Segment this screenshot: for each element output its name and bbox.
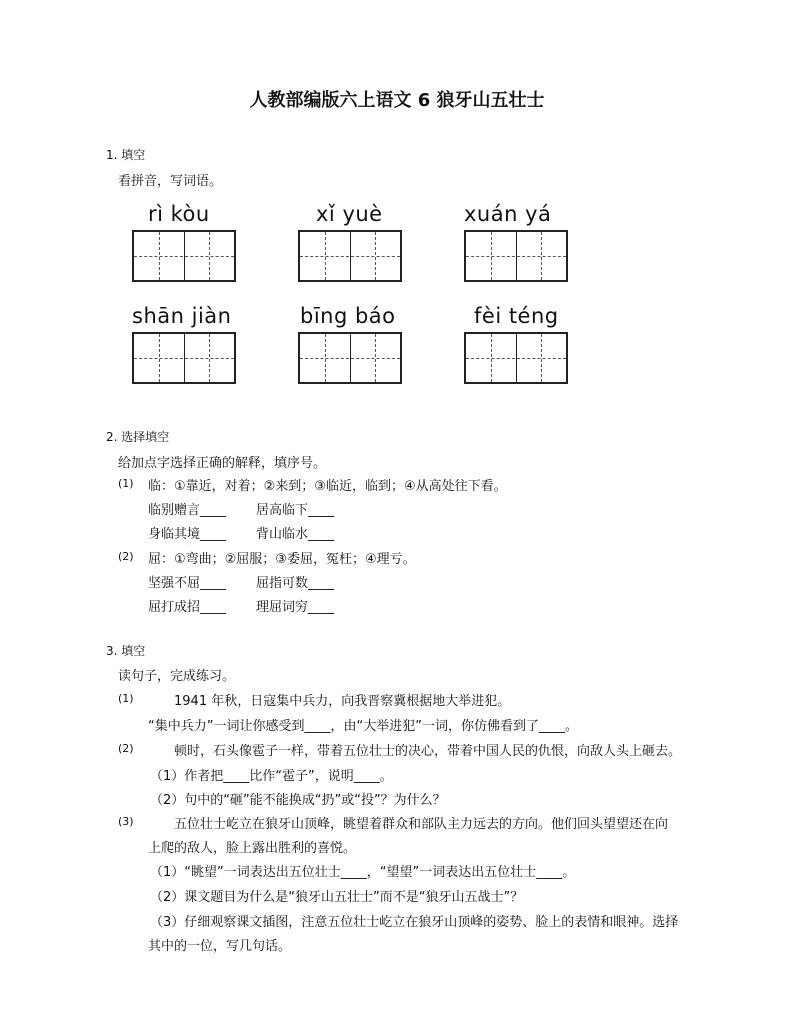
q2-item1-text: 临：①靠近，对着；②来到；③临近，临到；④从高处往下看。 (148, 479, 507, 494)
q2-item2-blank-b[interactable]: 屈指可数____ (256, 576, 335, 591)
writing-grid-6[interactable] (464, 332, 568, 384)
q3-item1-question[interactable]: “集中兵力”一词让你感受到____，由“大举进犯”一词，你仿佛看到了____。 (148, 719, 578, 734)
q3-item3-question1[interactable]: （1）“眺望”一词表达出五位壮士____，“望望”一词表达出五位壮士____。 (150, 865, 576, 880)
q2-item2-blank-c[interactable]: 屈打成招____ (148, 600, 227, 615)
q3-item1-text: 1941 年秋，日寇集中兵力，向我晋察冀根据地大举进犯。 (174, 694, 511, 709)
q2-item1-number: (1) (118, 477, 134, 490)
q3-item3-text-line1: 五位壮士屹立在狼牙山顶峰，眺望着群众和部队主力远去的方向。他们回头望望还在向 (174, 817, 669, 832)
q3-item2-question1[interactable]: （1）作者把____比作“雹子”，说明____。 (150, 769, 393, 784)
q3-item3-question2: （2）课文题目为什么是“狼牙山五壮士”而不是“狼牙山五战士”？ (150, 890, 524, 905)
q2-item1-blank-b[interactable]: 居高临下____ (256, 503, 335, 518)
q1-heading: 1. 填空 (106, 148, 146, 162)
pinyin-3: xuán yá (464, 202, 552, 226)
q2-instruction: 给加点字选择正确的解释，填序号。 (118, 456, 327, 471)
q3-instruction: 读句子，完成练习。 (118, 669, 236, 684)
q2-item1-blank-d[interactable]: 背山临水____ (256, 527, 335, 542)
q3-item2-text: 顿时，石头像雹子一样，带着五位壮士的决心，带着中国人民的仇恨，向敌人头上砸去。 (174, 744, 682, 759)
writing-grid-4[interactable] (132, 332, 236, 384)
q2-item2-blank-a[interactable]: 坚强不屈____ (148, 576, 227, 591)
q3-item3-number: (3) (118, 815, 134, 828)
pinyin-4: shān jiàn (132, 304, 232, 328)
q2-item1-blank-c[interactable]: 身临其境____ (148, 527, 227, 542)
writing-grid-1[interactable] (132, 230, 236, 282)
q2-item1-blank-a[interactable]: 临别赠言____ (148, 503, 227, 518)
pinyin-1: rì kòu (148, 202, 210, 226)
writing-grid-3[interactable] (464, 230, 568, 282)
q3-item1-number: (1) (118, 692, 134, 705)
writing-grid-5[interactable] (298, 332, 402, 384)
pinyin-5: bīng báo (300, 304, 396, 328)
q3-heading: 3. 填空 (106, 644, 146, 658)
q2-heading: 2. 选择填空 (106, 430, 170, 444)
q1-instruction: 看拼音，写词语。 (118, 174, 223, 189)
q2-item2-number: (2) (118, 550, 134, 563)
page-title: 人教部编版六上语文 6 狼牙山五壮士 (249, 90, 545, 111)
pinyin-2: xǐ yuè (316, 202, 383, 226)
writing-grid-2[interactable] (298, 230, 402, 282)
q3-item3-question3-line1: （3）仔细观察课文插图，注意五位壮士屹立在狼牙山顶峰的姿势、脸上的表情和眼神。选择 (150, 915, 679, 930)
q3-item2-number: (2) (118, 742, 134, 755)
q2-item2-text: 屈：①弯曲；②屈服；③委屈，冤枉；④理亏。 (148, 552, 416, 567)
q3-item3-text-line2: 上爬的敌人，脸上露出胜利的喜悦。 (148, 841, 357, 856)
q3-item3-question3-line2: 其中的一位，写几句话。 (148, 939, 292, 954)
pinyin-6: fèi téng (474, 304, 559, 328)
q3-item2-question2: （2）句中的“砸”能不能换成“扔”或“投”？为什么？ (150, 793, 446, 808)
q2-item2-blank-d[interactable]: 理屈词穷____ (256, 600, 335, 615)
